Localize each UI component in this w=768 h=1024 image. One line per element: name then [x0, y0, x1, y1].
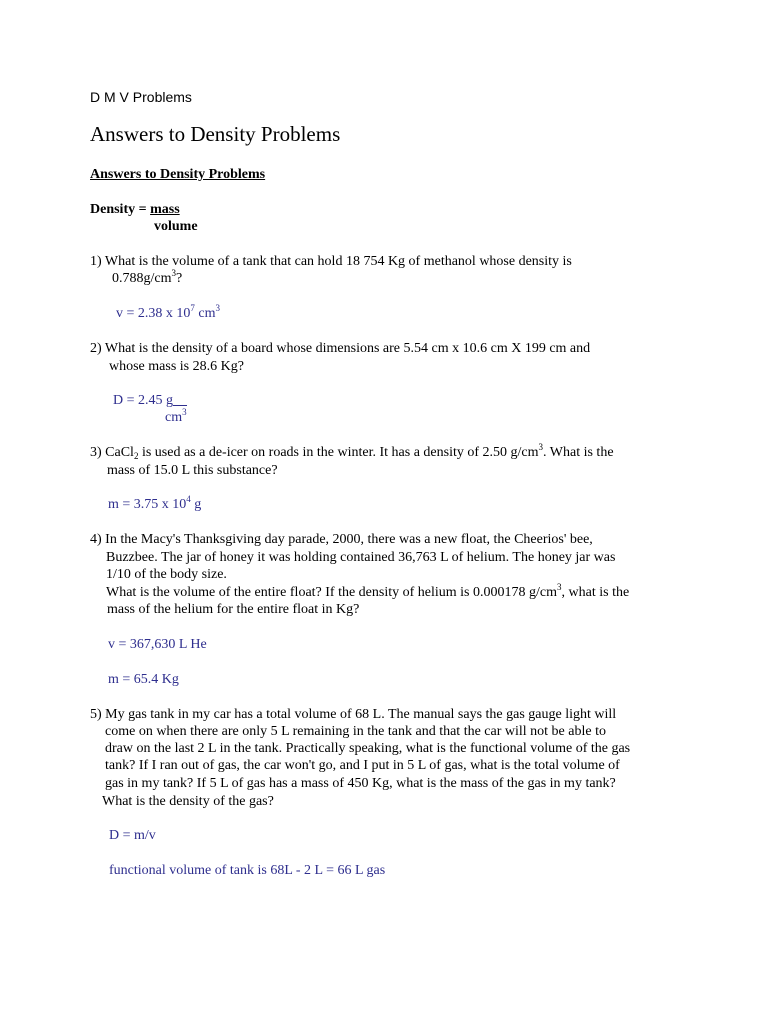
q5-line-5: gas in my tank? If 5 L of gas has a mass of 450 Kg, what is the mass of the gas in my tank?: [105, 776, 616, 791]
page-title: Answers to Density Problems: [90, 122, 341, 146]
formula-numerator: mass: [150, 202, 180, 217]
q5-line-3: draw on the last 2 L in the tank. Practically speaking, what is the functional volume of the gas: [105, 741, 631, 756]
q5-line-6: What is the density of the gas?: [102, 794, 274, 809]
q4-answer-volume: v = 367,630 L He: [108, 637, 207, 652]
q5-line-1: 5) My gas tank in my car has a total volume of 68 L. The manual says the gas gauge light will: [90, 707, 617, 722]
q1-line-2: $0.788g/cm^3$?: [112, 268, 183, 286]
formula-denominator: volume: [154, 219, 198, 234]
q2-line-1: 2) What is the density of a board whose dimensions are 5.54 cm x 10.6 cm X 199 cm and: [90, 341, 591, 356]
document-header: D M V Problems: [90, 89, 192, 105]
q1-answer: v = 2.38 x $10^7$ $cm^3$: [116, 303, 221, 321]
q4-answer-mass: m = 65.4 Kg: [108, 672, 179, 687]
q4-line-1: 4) In the Macy's Thanksgiving day parade, 2000, there was a new float, the Cheerios' bee,: [90, 532, 593, 547]
q2-answer: D = 2.45 g: [113, 393, 174, 408]
q3-answer: m = 3.75 x $10^4$ g: [108, 494, 202, 512]
q2-answer-denominator: $cm^3$: [165, 407, 187, 425]
q1-line-1: 1) What is the volume of a tank that can hold 18 754 Kg of methanol whose density is: [90, 254, 572, 269]
q4-line-5: mass of the helium for the entire float in Kg?: [107, 602, 360, 617]
q4-line-4: What is the volume of the entire float? If the density of helium is 0.000178 $g/cm^3$, what is the: [106, 582, 630, 600]
density-formula: [90, 201, 180, 218]
q4-line-2: Buzzbee. The jar of honey it was holding contained 36,763 L of helium. The honey jar was: [106, 550, 616, 565]
q5-answer-formula: D = m/v: [109, 828, 156, 843]
q2-line-2: whose mass is 28.6 Kg?: [109, 359, 244, 374]
section-heading: Answers to Density Problems: [90, 167, 266, 182]
q4-line-3: 1/10 of the body size.: [106, 567, 227, 582]
q5-answer-volume: functional volume of tank is 68L - 2 L = 66 L gas: [109, 863, 386, 878]
q5-line-4: tank? If I ran out of gas, the car won't go, and I put in 5 L of gas, what is the total volume of: [105, 758, 620, 773]
formula-lhs: Density =: [90, 202, 151, 217]
q5-line-2: come on when there are only 5 L remaining in the tank and that the car will not be able to: [105, 724, 606, 739]
q3-line-2: mass of 15.0 L this substance?: [107, 463, 278, 478]
q3-line-1: 3) CaCl$_2$ is used as a de-icer on roads in the winter. It has a density of 2.50 $g/cm^3$. What is the: [90, 442, 614, 461]
